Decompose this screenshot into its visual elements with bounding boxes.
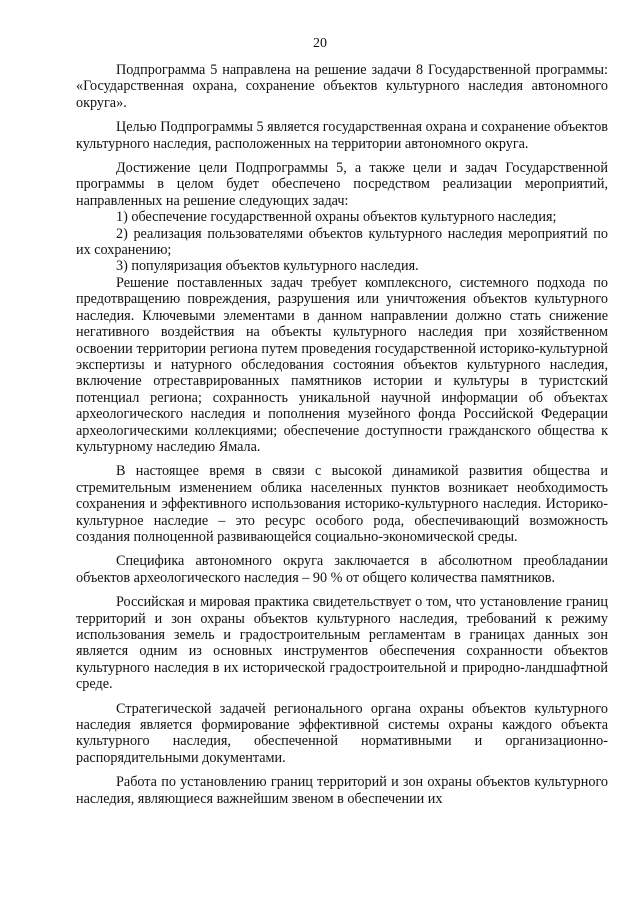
page-number: 20 (313, 36, 327, 51)
paragraph-subprogram-goal: Целью Подпрограммы 5 является государственная охрана и сохранение объектов культурного наследия, расположенных на территории автономного округа. (76, 119, 608, 152)
list-item-task-3: 3) популяризация объектов культурного наследия. (116, 258, 419, 275)
paragraph-strategic-task: Стратегической задачей регионального органа охраны объектов культурного наследия является формирование эффективной системы охраны каждого объекта культурного наследия, обеспеченной нормативными и организационно-распорядительными документами. (76, 700, 608, 766)
list-item-task-2: 2) реализация пользователями объектов культурного наследия мероприятий по их сохранению; (76, 225, 608, 259)
list-item-task-1: 1) обеспечение государственной охраны объектов культурного наследия; (116, 209, 557, 226)
paragraph-practice: Российская и мировая практика свидетельствует о том, что установление границ территорий и зон охраны объектов культурного наследия, требований к режиму использования земель и градостроительным регламентам в границах данных зон является одним из основных инструментов обеспечения сохранности объектов культурного наследия в их исторической градостроительной и природно-ландшафтной среде. (76, 594, 608, 693)
paragraph-current-situation: В настоящее время в связи с высокой динамикой развития общества и стремительным изменением облика населенных пунктов возникает необходимость сохранения и эффективного использования историко-культурного наследия. Историко-культурное наследие – это ресурс особого рода, обеспечивающий возможность создания полноценной развивающейся социально-экономической среды. (76, 463, 608, 545)
paragraph-region-specifics: Специфика автономного округа заключается в абсолютном преобладании объектов археологического наследия – 90 % от общего количества памятников. (76, 553, 608, 586)
document-body (76, 62, 608, 807)
paragraph-boundary-work: Работа по установлению границ территорий и зон охраны объектов культурного наследия, являющиеся важнейшим звеном в обеспечении их (76, 774, 608, 807)
paragraph-solution-approach: Решение поставленных задач требует комплексного, системного подхода по предотвращению повреждения, разрушения или уничтожения объектов культурного наследия. Ключевыми элементами в данном направлении должно стать снижение негативного воздействия на объекты культурного наследия при хозяйственном освоении территории региона путем проведения государственной историко-культурной экспертизы и натурного обследования состояния объектов культурного наследия, включение отреставрированных памятников истории и культуры в туристский потенциал региона; сохранность уникальной научной информации об объектах археологического наследия и пополнения музейного фонда Российской Федерации археологическими коллекциями; обеспечение доступности гражданского общества к культурному наследию Ямала. (76, 274, 608, 455)
paragraph-goal-achievement: Достижение цели Подпрограммы 5, а также цели и задач Государственной программы в целом будет обеспечено посредством реализации мероприятий, направленных на решение следующих задач: (76, 160, 608, 209)
paragraph-subprogram-purpose: Подпрограмма 5 направлена на решение задачи 8 Государственной программы: «Государственная охрана, сохранение объектов культурного наследия автономного округа». (76, 62, 608, 111)
